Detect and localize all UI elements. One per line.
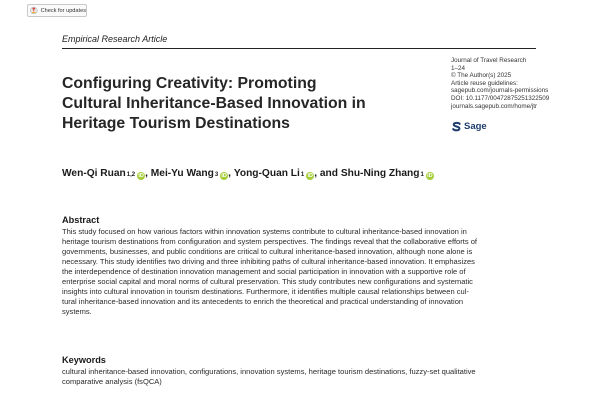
abstract-line: heritage tourism destinations from configuration and system perspectives. The findings reveal that the collaborative efforts of	[62, 237, 478, 246]
abstract-line: systems.	[62, 307, 92, 316]
reuse-label: Article reuse guidelines:	[451, 79, 518, 87]
publisher-name: Sage	[464, 121, 487, 132]
title-line: Cultural Inheritance-Based Innovation in	[62, 95, 366, 112]
orcid-icon[interactable]: iD	[307, 173, 313, 179]
copyright: © The Author(s) 2025	[451, 72, 512, 80]
keywords-line: comparative analysis (fsQCA)	[62, 377, 162, 386]
abstract-line: tural inheritance-based innovation and its antecedents to enrich the theoretical and practical understanding of innovation	[62, 297, 464, 306]
update-check-icon	[30, 6, 38, 15]
title-line: Heritage Tourism Destinations	[62, 115, 290, 132]
abstract-line: This study focused on how various factors within innovation systems contribute to cultural inheritance-based innovation in	[62, 227, 467, 236]
author-name[interactable]: Shu-Ning Zhang	[340, 168, 420, 179]
author-affiliation: 1	[300, 172, 305, 178]
journal-info	[451, 57, 591, 110]
journal-name: Journal of Travel Research	[451, 57, 527, 64]
article-title	[62, 74, 432, 134]
author-affiliation: 1,2	[126, 172, 136, 178]
permissions-link[interactable]: sagepub.com/journals-permissions	[451, 87, 549, 95]
keywords-heading: Keywords	[62, 355, 106, 365]
journal-pages: 1–24	[451, 64, 466, 72]
abstract-line: the interdependence of destination innovation management and social participation in innovation with a supportive role of	[62, 267, 466, 276]
article-type: Empirical Research Article	[62, 34, 168, 44]
orcid-icon[interactable]: iD	[427, 173, 433, 179]
doi[interactable]: DOI: 10.1177/00472875251322509	[451, 94, 550, 102]
author-separator: , and	[314, 168, 341, 179]
abstract-line: governments, businesses, and public conditions are critical to cultural inheritance-based innovation, although none alone is	[62, 247, 473, 256]
sage-logo-icon	[451, 121, 462, 132]
author-affiliation: 1	[420, 172, 424, 178]
orcid-icon[interactable]: iD	[138, 173, 144, 179]
check-for-updates-button[interactable]	[27, 4, 87, 17]
journal-home-link[interactable]: journals.sagepub.com/home/jtr	[451, 102, 538, 110]
abstract-line: enterprise social capital and moral norms of cultural preservation. This study contributes new configurations and systematic	[62, 277, 473, 286]
abstract-line: necessary. This study identifies two driving and three inhibiting paths of cultural inheritance-based innovation. It emphasizes	[62, 257, 475, 266]
author-list	[62, 168, 434, 179]
author-separator: ,	[145, 168, 151, 179]
author-name[interactable]: Yong-Quan Li	[233, 168, 300, 179]
abstract-heading: Abstract	[62, 215, 100, 225]
orcid-icon[interactable]: iD	[221, 173, 227, 179]
author-name[interactable]: Wen-Qi Ruan	[62, 168, 126, 179]
keywords-line: cultural inheritance-based innovation, configurations, innovation systems, heritage tourism destinations, fuzzy-set qualitative	[62, 367, 476, 376]
sage-logo	[451, 121, 487, 132]
header-divider	[62, 48, 536, 49]
author-separator: ,	[228, 168, 234, 179]
keywords-text	[62, 367, 552, 387]
author-name[interactable]: Mei-Yu Wang	[150, 168, 214, 179]
abstract-line: insights into cultural innovation in tourism destinations. Furthermore, it identifies multiple causal relationships between cul-	[62, 287, 469, 296]
title-line: Configuring Creativity: Promoting	[62, 75, 317, 92]
abstract-text	[62, 227, 544, 317]
check-for-updates-label: Check for updates	[40, 7, 86, 14]
author-affiliation: 3	[214, 172, 219, 178]
